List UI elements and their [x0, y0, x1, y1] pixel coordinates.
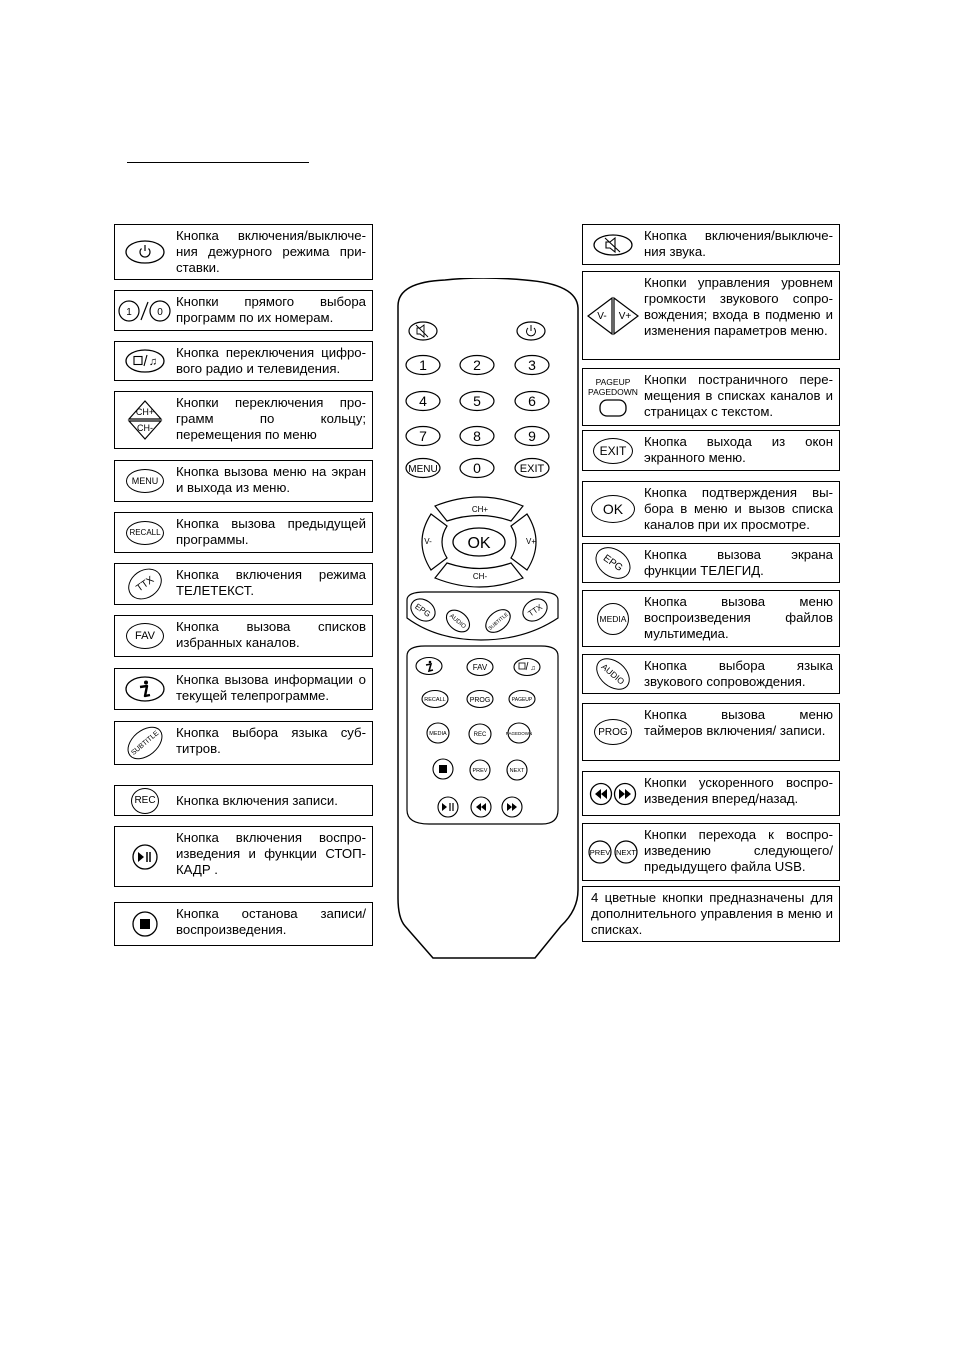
- legend-text: Кнопка выхода из окон экранного меню.: [644, 434, 833, 465]
- pagedown-label: PAGEDOWN: [588, 387, 638, 397]
- legend-media: [582, 590, 840, 647]
- menu-icon: MENU: [126, 469, 164, 493]
- legend-text: Кнопка включения/выключе-ния звука.: [644, 228, 833, 259]
- legend-text: Кнопка включения записи.: [176, 793, 338, 808]
- page-icon: [583, 369, 643, 425]
- legend-text: Кнопки ускоренного воспро-изведения вперед/назад.: [644, 775, 833, 806]
- legend-audio: [582, 654, 840, 694]
- legend-text: Кнопка останова записи/ воспроизведения.: [176, 906, 366, 937]
- menu-label: MENU: [408, 464, 438, 475]
- legend-color-buttons: [582, 886, 840, 942]
- digit-8-label: 8: [473, 428, 481, 444]
- legend-text: Кнопка вызова списков избранных каналов.: [176, 619, 366, 650]
- fav-icon: FAV: [126, 623, 164, 649]
- v-minus-label: V-: [424, 537, 432, 546]
- legend-text: Кнопка включения воспро-изведения и функции СТОП-КАДР .: [176, 830, 366, 877]
- legend-digits: [114, 290, 373, 331]
- exit-label: EXIT: [519, 463, 545, 475]
- prev-next-icon: [583, 824, 643, 880]
- digit-4-label: 4: [419, 393, 427, 409]
- media-icon: MEDIA: [597, 603, 629, 635]
- legend-epg: [582, 543, 840, 583]
- legend-power: [114, 224, 373, 280]
- legend-text: Кнопка выбора языка суб-титров.: [176, 725, 366, 756]
- tv-radio-icon: [115, 342, 175, 380]
- legend-text: Кнопки управления уровнем громкости звукового сопро-вождения; входа в подменю и изменения параметров меню.: [644, 275, 833, 338]
- svg-text:CH+: CH+: [135, 407, 155, 417]
- rewind-forward-icon: [583, 772, 643, 815]
- digit-9-label: 9: [528, 428, 536, 444]
- pageup-label: PAGEUP: [511, 697, 533, 703]
- legend-text: Кнопка подтверждения вы-бора в меню и вызов списка каналов при их просмотре.: [644, 485, 833, 532]
- svg-text:♫: ♫: [530, 665, 536, 672]
- legend-text: Кнопка включения режима ТЕЛЕТЕКСТ.: [176, 567, 366, 598]
- fav-label: FAV: [472, 663, 488, 672]
- power-icon: [115, 225, 175, 279]
- exit-icon: EXIT: [593, 438, 633, 464]
- play-pause-icon: [115, 827, 175, 886]
- digit-3-label: 3: [528, 357, 536, 373]
- legend-page: [582, 368, 840, 426]
- legend-stop: [114, 902, 373, 946]
- info-icon: [115, 669, 175, 709]
- pageup-label: PAGEUP: [595, 377, 631, 387]
- ok-label: OK: [467, 535, 491, 552]
- legend-channel: [114, 391, 373, 449]
- legend-rec: [114, 785, 373, 816]
- prev-label: PREV: [589, 848, 611, 857]
- legend-text: Кнопки переключения про-грамм по кольцу; перемещения по меню: [176, 395, 366, 442]
- legend-text: Кнопка включения/выключе-ния дежурного режима при-ставки.: [176, 228, 366, 275]
- svg-text:0: 0: [157, 306, 163, 318]
- legend-text: Кнопка вызова информации о текущей телепрограмме.: [176, 672, 366, 703]
- ch-down-label: CH-: [472, 572, 488, 581]
- legend-play-pause: [114, 826, 373, 887]
- legend-info: [114, 668, 373, 710]
- v-plus-label: V+: [525, 537, 537, 546]
- prev-label: PREV: [472, 768, 488, 774]
- legend-text: Кнопки постраничного пере-мещения в списках каналов и страницах с текстом.: [644, 372, 833, 419]
- legend-text: Кнопка вызова предыдущей программы.: [176, 516, 366, 547]
- legend-recall: [114, 512, 373, 553]
- ch-up-label: CH+: [471, 505, 489, 514]
- legend-text: Кнопка вызова меню таймеров включения/ записи.: [644, 707, 833, 738]
- rec-icon: REC: [131, 788, 159, 814]
- recall-icon: RECALL: [126, 521, 164, 545]
- svg-text:1: 1: [126, 306, 132, 318]
- subtitle-icon: SUBTITLE: [121, 720, 168, 766]
- legend-text: Кнопки прямого выбора программ по их номерам.: [176, 294, 366, 325]
- remote-control: [385, 278, 585, 962]
- legend-ok: [582, 481, 840, 537]
- audio-icon: AUDIO: [590, 652, 636, 696]
- legend-text: Кнопка вызова меню на экран и выхода из меню.: [176, 464, 366, 495]
- digits-icon: [115, 291, 175, 330]
- legend-ttx: [114, 563, 373, 605]
- ok-icon: OK: [591, 495, 635, 523]
- volume-icon: [583, 272, 643, 359]
- mute-icon: [583, 225, 643, 264]
- ttx-icon: TTX: [122, 562, 168, 606]
- legend-mute: [582, 224, 840, 265]
- epg-icon: EPG: [589, 541, 636, 586]
- digit-6-label: 6: [528, 393, 536, 409]
- legend-prev-next: [582, 823, 840, 881]
- digit-5-label: 5: [473, 393, 481, 409]
- legend-text: Кнопка выбора языка звукового сопровождения.: [644, 658, 833, 689]
- legend-menu: [114, 460, 373, 502]
- prog-icon: PROG: [594, 719, 632, 745]
- stop-icon: [115, 903, 175, 945]
- legend-text: 4 цветные кнопки предназначены для дополнительного управления в меню и списках.: [591, 890, 833, 937]
- recall-label: RECALL: [424, 697, 446, 703]
- legend-text: Кнопка вызова экрана функции ТЕЛЕГИД.: [644, 547, 833, 578]
- next-label: NEXT: [509, 768, 525, 774]
- epg-label: EPG: [413, 601, 433, 619]
- digit-0-label: 0: [473, 460, 481, 476]
- legend-text: Кнопка вызова меню воспроизведения файлов мультимедиа.: [644, 594, 833, 641]
- svg-text:♫: ♫: [148, 356, 158, 368]
- pagedown-label: PAGEDOWN: [505, 731, 533, 736]
- legend-text: Кнопки перехода к воспро-изведению следующего/ предыдущего файла USB.: [644, 827, 833, 874]
- legend-volume: [582, 271, 840, 360]
- channel-icon: [115, 392, 175, 448]
- legend-fav: [114, 615, 373, 657]
- legend-tv-radio: [114, 341, 373, 381]
- subtitle-label: SUBTITLE: [487, 611, 510, 632]
- digit-2-label: 2: [473, 357, 481, 373]
- prog-label: PROG: [469, 697, 491, 704]
- next-label: NEXT: [615, 848, 637, 857]
- legend-rewind-forward: [582, 771, 840, 816]
- heading-underline: [127, 162, 309, 163]
- legend-prog: [582, 703, 840, 761]
- audio-label: AUDIO: [448, 613, 467, 631]
- rec-label: REC: [473, 732, 487, 738]
- legend-exit: [582, 430, 840, 471]
- legend-subtitle: [114, 721, 373, 765]
- legend-text: Кнопка переключения цифро-вого радио и телевидения.: [176, 345, 366, 376]
- v-plus-label: V+: [618, 310, 632, 322]
- digit-7-label: 7: [419, 428, 427, 444]
- svg-text:CH-: CH-: [137, 423, 153, 433]
- ttx-label: TTX: [526, 602, 545, 619]
- media-label: MEDIA: [429, 731, 447, 737]
- digit-1-label: 1: [419, 357, 427, 373]
- v-minus-label: V-: [597, 310, 607, 322]
